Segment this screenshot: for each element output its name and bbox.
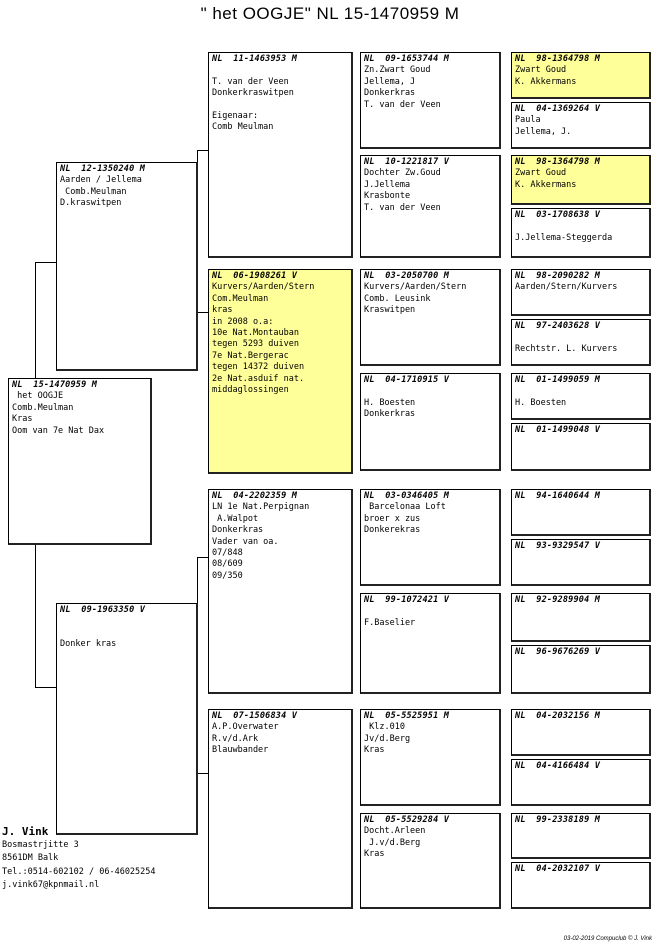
pedigree-line: Barcelonaa Loft	[364, 502, 446, 513]
pedigree-line: Com.Meulman	[212, 293, 269, 304]
pedigree-mother-card	[56, 603, 198, 835]
pedigree-line: Donkerkras	[364, 88, 416, 99]
pedigree-line: het OOGJE	[12, 391, 64, 402]
connector	[35, 262, 56, 263]
pedigree-gen5-card	[511, 813, 651, 859]
page-title: " het OOGJE" NL 15-1470959 M	[200, 4, 460, 23]
pedigree-line: Klz.010	[364, 722, 405, 733]
pedigree-gen4-card	[360, 52, 501, 149]
pedigree-line: tegen 14372 duiven	[212, 362, 305, 373]
ring-number: NL 04-2032107 V	[515, 864, 601, 874]
pedigree-gen5-card	[511, 319, 651, 366]
pedigree-gen4-card	[360, 373, 501, 471]
pedigree-line: Eigenaar:	[212, 111, 259, 122]
pedigree-line: Comb.Meulman	[12, 402, 74, 413]
pedigree-gen5-card	[511, 862, 651, 909]
pedigree-line: H. Boesten	[515, 397, 567, 408]
pedigree-line: kras	[212, 305, 233, 316]
pedigree-line: Docht.Arleen	[364, 826, 426, 837]
pedigree-line: Jv/d.Berg	[364, 733, 411, 744]
pedigree-line	[364, 606, 496, 617]
pedigree-line: Donkerkras	[364, 409, 416, 420]
ring-number: NL 98-2090282 M	[515, 271, 601, 281]
pedigree-gen4-card	[360, 269, 501, 366]
pedigree-gen5-card	[511, 373, 651, 420]
pedigree-line: T. van der Veen	[212, 76, 289, 87]
pedigree-line: Aarden/Stern/Kurvers	[515, 282, 618, 293]
pedigree-line: tegen 5293 duiven	[212, 339, 299, 350]
pedigree-line: Aarden / Jellema	[60, 175, 142, 186]
ring-number: NL 05-5529284 V	[364, 815, 450, 825]
pedigree-gen5-card	[511, 593, 651, 642]
pedigree-line: J.Jellema	[364, 179, 411, 190]
pedigree-gen5-card	[511, 423, 651, 471]
ring-number: NL 11-1463953 M	[212, 54, 298, 64]
ring-number: NL 93-9329547 V	[515, 541, 601, 551]
pedigree-line: 7e Nat.Bergerac	[212, 350, 289, 361]
ring-number: NL 04-2202359 M	[212, 491, 298, 501]
ring-number: NL 03-1708638 V	[515, 210, 601, 220]
ring-number: NL 10-1221817 V	[364, 157, 450, 167]
pedigree-line: Comb Meulman	[212, 122, 274, 133]
footer-credit: 03-02-2019 Compuclub © J. Vink	[563, 936, 652, 942]
ring-number: NL 98-1364798 M	[515, 157, 601, 167]
pedigree-line	[60, 628, 193, 639]
pedigree-line: Zwart Goud	[515, 168, 567, 179]
pedigree-line: A.Walpot	[212, 513, 259, 524]
pedigree-line: Kras	[364, 849, 385, 860]
ring-number: NL 98-1364798 M	[515, 54, 601, 64]
pedigree-line: D.kraswitpen	[60, 198, 122, 209]
owner-city: 8561DM Balk	[2, 853, 59, 863]
ring-number: NL 06-1908261 V	[212, 271, 298, 281]
pedigree-line: K. Akkermans	[515, 76, 577, 87]
ring-number: NL 01-1499059 M	[515, 375, 601, 385]
ring-number: NL 01-1499048 V	[515, 425, 601, 435]
pedigree-gen5-card	[511, 52, 651, 99]
ring-number: NL 12-1350240 M	[60, 164, 146, 174]
pedigree-gen5-card	[511, 645, 651, 694]
owner-phone: Tel.:0514-602102 / 06-46025254	[2, 866, 156, 877]
pedigree-gen4-card	[360, 813, 501, 909]
pedigree-line: in 2008 o.a:	[212, 316, 274, 327]
ring-number: NL 09-1653744 M	[364, 54, 450, 64]
pedigree-line: Kurvers/Aarden/Stern	[212, 282, 315, 293]
ring-number: NL 04-1369264 V	[515, 104, 601, 114]
pedigree-line: Zn.Zwart Goud	[364, 65, 431, 76]
pedigree-line	[60, 616, 193, 627]
pedigree-line: Comb.Meulman	[60, 186, 127, 197]
ring-number: NL 99-2338189 M	[515, 815, 601, 825]
pedigree-grandsire-maternal-card	[208, 489, 353, 694]
pedigree-line: Comb. Leusink	[364, 293, 431, 304]
owner-address: Bosmastrjitte 3	[2, 839, 79, 850]
pedigree-line: K. Akkermans	[515, 179, 577, 190]
pedigree-line: Kraswitpen	[364, 305, 416, 316]
connector	[197, 557, 208, 558]
ring-number: NL 09-1963350 V	[60, 605, 146, 615]
pedigree-line: Paula	[515, 115, 541, 126]
pedigree-gen4-card	[360, 155, 501, 258]
pedigree-line	[212, 65, 348, 76]
pedigree-father-card	[56, 162, 198, 371]
pedigree-line: broer x zus	[364, 513, 421, 524]
pedigree-line: 2e Nat.asduif nat.	[212, 373, 305, 384]
connector	[35, 262, 36, 380]
pedigree-line: 07/848	[212, 548, 243, 559]
pedigree-line: Vader van oa.	[212, 536, 279, 547]
owner-email: j.vink67@kpnmail.nl	[2, 880, 100, 890]
pedigree-line: Jellema, J	[364, 76, 416, 87]
ring-number: NL 92-9289904 M	[515, 595, 601, 605]
pedigree-line: Donkerkras	[212, 525, 264, 536]
pedigree-line: Kras	[12, 414, 33, 425]
pedigree-line: R.v/d.Ark	[212, 733, 259, 744]
pedigree-gen5-card	[511, 709, 651, 756]
ring-number: NL 03-0346405 M	[364, 491, 450, 501]
ring-number: NL 04-1710915 V	[364, 375, 450, 385]
pedigree-line	[515, 386, 646, 397]
pedigree-line: 08/609	[212, 559, 243, 570]
pedigree-gen5-card	[511, 489, 651, 536]
pedigree-line: A.P.Overwater	[212, 722, 279, 733]
pedigree-line: Donkerkraswitpen	[212, 88, 294, 99]
pedigree-subject-card	[8, 378, 152, 545]
pedigree-gen5-card	[511, 539, 651, 586]
pedigree-line: T. van der Veen	[364, 99, 441, 110]
pedigree-line: 10e Nat.Montauban	[212, 328, 299, 339]
ring-number: NL 94-1640644 M	[515, 491, 601, 501]
pedigree-line: Oom van 7e Nat Dax	[12, 425, 105, 436]
pedigree-line: Rechtstr. L. Kurvers	[515, 343, 618, 354]
pedigree-gen4-card	[360, 593, 501, 694]
connector	[197, 773, 208, 774]
pedigree-line	[515, 221, 646, 232]
pedigree-line: Krasbonte	[364, 191, 411, 202]
pedigree-line: LN 1e Nat.Perpignan	[212, 502, 310, 513]
pedigree-gen5-card	[511, 155, 651, 205]
pedigree-line: Kurvers/Aarden/Stern	[364, 282, 467, 293]
connector	[197, 312, 208, 313]
connector	[35, 545, 36, 687]
pedigree-gen5-card	[511, 208, 651, 258]
pedigree-line: 09/350	[212, 570, 243, 581]
owner-info	[2, 825, 156, 893]
ring-number: NL 07-1506834 V	[212, 711, 298, 721]
ring-number: NL 03-2050700 M	[364, 271, 450, 281]
pedigree-line	[212, 100, 348, 111]
pedigree-line: H. Boesten	[364, 397, 416, 408]
ring-number: NL 15-1470959 M	[12, 380, 98, 390]
connector	[35, 687, 56, 688]
pedigree-line: Dochter Zw.Goud	[364, 168, 441, 179]
pedigree-line: F.Baselier	[364, 617, 416, 628]
pedigree-line	[515, 332, 646, 343]
pedigree-line: Jellema, J.	[515, 126, 572, 137]
pedigree-line: Kras	[364, 745, 385, 756]
pedigree-line: Zwart Goud	[515, 65, 567, 76]
ring-number: NL 96-9676269 V	[515, 647, 601, 657]
pedigree-gen5-card	[511, 759, 651, 806]
pedigree-gen5-card	[511, 269, 651, 316]
pedigree-granddam-maternal-card	[208, 709, 353, 909]
pedigree-line: J.v/d.Berg	[364, 837, 421, 848]
ring-number: NL 04-2032156 M	[515, 711, 601, 721]
pedigree-line: T. van der Veen	[364, 202, 441, 213]
ring-number: NL 05-5525951 M	[364, 711, 450, 721]
ring-number: NL 97-2403628 V	[515, 321, 601, 331]
pedigree-line: Donker kras	[60, 639, 117, 650]
pedigree-line	[364, 386, 496, 397]
ring-number: NL 04-4166484 V	[515, 761, 601, 771]
pedigree-line: Donkerekras	[364, 525, 421, 536]
pedigree-granddam-paternal-card	[208, 269, 353, 474]
connector	[197, 150, 208, 151]
pedigree-line: Blauwbander	[212, 745, 269, 756]
ring-number: NL 99-1072421 V	[364, 595, 450, 605]
pedigree-line: J.Jellema-Steggerda	[515, 232, 613, 243]
pedigree-line: middaglossingen	[212, 385, 289, 396]
pedigree-gen4-card	[360, 489, 501, 586]
pedigree-gen4-card	[360, 709, 501, 806]
pedigree-grandsire-paternal-card	[208, 52, 353, 258]
owner-name: J. Vink	[2, 825, 49, 838]
pedigree-gen5-card	[511, 102, 651, 149]
